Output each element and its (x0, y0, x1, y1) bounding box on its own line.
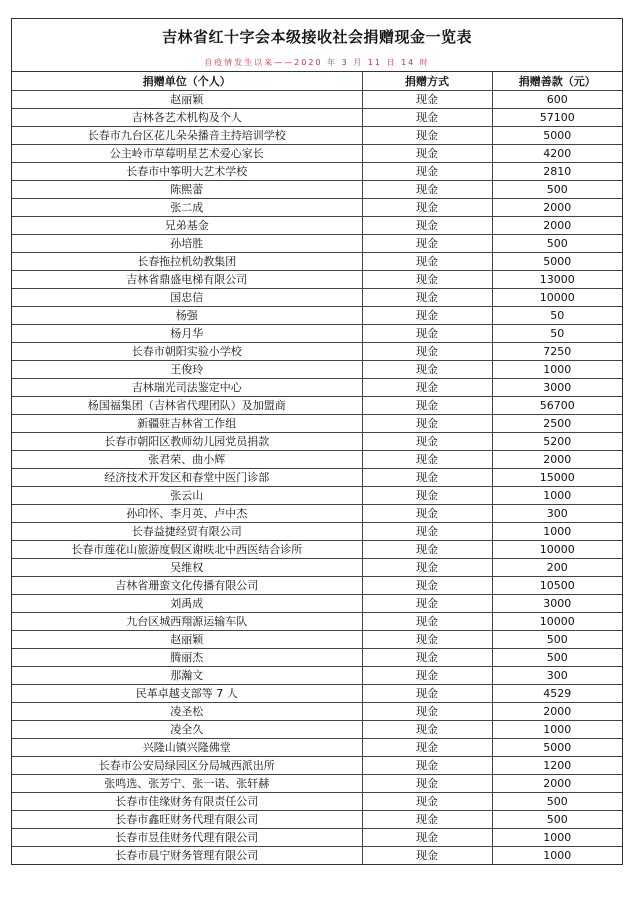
table-row (12, 199, 622, 217)
table-row (12, 469, 622, 487)
donor-cell: 凌全久 (12, 721, 362, 739)
donor-cell: 张君荣、曲小辉 (12, 451, 362, 469)
amount-cell: 2000 (492, 703, 622, 721)
donor-cell: 陈熙蕾 (12, 181, 362, 199)
donor-cell: 张鸣选、张芳宁、张一诺、张轩赫 (12, 775, 362, 793)
donor-cell: 张二成 (12, 199, 362, 217)
donor-cell: 长春市鑫旺财务代理有限公司 (12, 811, 362, 829)
method-cell: 现金 (362, 721, 492, 739)
amount-cell: 5200 (492, 433, 622, 451)
table-row (12, 433, 622, 451)
table-row (12, 613, 622, 631)
document-subtitle: 自疫情发生以来——2020 年 3 月 11 日 14 时 (12, 55, 622, 72)
donor-cell: 赵丽颖 (12, 631, 362, 649)
method-cell: 现金 (362, 757, 492, 775)
table-row (12, 217, 622, 235)
table-row (12, 415, 622, 433)
amount-cell: 56700 (492, 397, 622, 415)
donor-cell: 杨强 (12, 307, 362, 325)
amount-cell: 7250 (492, 343, 622, 361)
donor-cell: 长春市莲花山旅游度假区谢昳北中西医结合诊所 (12, 541, 362, 559)
method-cell: 现金 (362, 523, 492, 541)
table-row (12, 307, 622, 325)
table-row (12, 235, 622, 253)
table-row (12, 649, 622, 667)
donor-cell: 长春拖拉机幼教集团 (12, 253, 362, 271)
table-row (12, 811, 622, 829)
donor-cell: 吉林省鼎盛电梯有限公司 (12, 271, 362, 289)
amount-cell: 500 (492, 235, 622, 253)
donor-cell: 凌圣松 (12, 703, 362, 721)
donor-cell: 张云山 (12, 487, 362, 505)
method-cell: 现金 (362, 595, 492, 613)
donor-cell: 长春益捷经贸有限公司 (12, 523, 362, 541)
donor-cell: 吉林各艺术机构及个人 (12, 109, 362, 127)
donor-cell: 孙印怀、李月英、卢中杰 (12, 505, 362, 523)
amount-cell: 1000 (492, 523, 622, 541)
amount-cell: 10000 (492, 541, 622, 559)
amount-cell: 1000 (492, 721, 622, 739)
table-row (12, 289, 622, 307)
method-cell: 现金 (362, 649, 492, 667)
amount-cell: 500 (492, 811, 622, 829)
table-row (12, 145, 622, 163)
method-cell: 现金 (362, 775, 492, 793)
table-row (12, 163, 622, 181)
table-row (12, 397, 622, 415)
method-cell: 现金 (362, 739, 492, 757)
method-cell: 现金 (362, 667, 492, 685)
donor-cell: 新疆驻吉林省工作组 (12, 415, 362, 433)
amount-cell: 1000 (492, 487, 622, 505)
method-cell: 现金 (362, 217, 492, 235)
method-cell: 现金 (362, 847, 492, 865)
method-cell: 现金 (362, 577, 492, 595)
donor-cell: 吉林瑞光司法鉴定中心 (12, 379, 362, 397)
amount-cell: 500 (492, 649, 622, 667)
table-row (12, 181, 622, 199)
donor-cell: 刘禹成 (12, 595, 362, 613)
method-cell: 现金 (362, 451, 492, 469)
method-cell: 现金 (362, 91, 492, 109)
amount-cell: 10000 (492, 613, 622, 631)
table-row (12, 91, 622, 109)
donor-cell: 杨国福集团（吉林省代理团队）及加盟商 (12, 397, 362, 415)
donor-cell: 长春市朝阳区教师幼儿园党员捐款 (12, 433, 362, 451)
donation-table (12, 72, 622, 864)
method-cell: 现金 (362, 703, 492, 721)
method-cell: 现金 (362, 415, 492, 433)
table-row (12, 631, 622, 649)
donor-cell: 王俊玲 (12, 361, 362, 379)
table-row (12, 685, 622, 703)
table-row (12, 127, 622, 145)
donor-cell: 公主岭市草莓明星艺术爱心家长 (12, 145, 362, 163)
table-row (12, 559, 622, 577)
table-row (12, 523, 622, 541)
method-cell: 现金 (362, 271, 492, 289)
amount-cell: 500 (492, 181, 622, 199)
amount-cell: 1000 (492, 847, 622, 865)
donor-cell: 长春市晨宁财务管理有限公司 (12, 847, 362, 865)
table-row (12, 793, 622, 811)
method-cell: 现金 (362, 685, 492, 703)
donor-cell: 长春市公安局绿园区分局城西派出所 (12, 757, 362, 775)
amount-cell: 600 (492, 91, 622, 109)
method-cell: 现金 (362, 361, 492, 379)
table-row (12, 739, 622, 757)
amount-cell: 50 (492, 307, 622, 325)
amount-cell: 1200 (492, 757, 622, 775)
amount-cell: 10000 (492, 289, 622, 307)
amount-cell: 300 (492, 505, 622, 523)
amount-cell: 300 (492, 667, 622, 685)
method-cell: 现金 (362, 811, 492, 829)
amount-cell: 5000 (492, 253, 622, 271)
method-cell: 现金 (362, 199, 492, 217)
donor-cell: 长春市昱佳财务代理有限公司 (12, 829, 362, 847)
method-cell: 现金 (362, 829, 492, 847)
amount-cell: 2000 (492, 199, 622, 217)
amount-cell: 3000 (492, 595, 622, 613)
table-row (12, 379, 622, 397)
table-row (12, 451, 622, 469)
method-cell: 现金 (362, 793, 492, 811)
amount-cell: 4200 (492, 145, 622, 163)
amount-cell: 15000 (492, 469, 622, 487)
amount-cell: 57100 (492, 109, 622, 127)
amount-cell: 3000 (492, 379, 622, 397)
donor-cell: 吉林省珊蛮文化传播有限公司 (12, 577, 362, 595)
method-cell: 现金 (362, 505, 492, 523)
donor-cell: 民革卓越支部等 7 人 (12, 685, 362, 703)
donor-cell: 九台区城西翔源运输车队 (12, 613, 362, 631)
amount-cell: 2000 (492, 217, 622, 235)
donor-cell: 长春市佳缘财务有限责任公司 (12, 793, 362, 811)
method-cell: 现金 (362, 145, 492, 163)
method-cell: 现金 (362, 253, 492, 271)
method-cell: 现金 (362, 559, 492, 577)
amount-cell: 500 (492, 793, 622, 811)
amount-cell: 1000 (492, 361, 622, 379)
method-cell: 现金 (362, 397, 492, 415)
amount-cell: 2810 (492, 163, 622, 181)
donor-cell: 赵丽颖 (12, 91, 362, 109)
donation-document (11, 18, 623, 865)
table-row (12, 361, 622, 379)
table-row (12, 829, 622, 847)
table-row (12, 757, 622, 775)
table-row (12, 577, 622, 595)
table-header-row (12, 72, 622, 91)
table-row (12, 703, 622, 721)
amount-cell: 2500 (492, 415, 622, 433)
table-row (12, 847, 622, 865)
method-cell: 现金 (362, 235, 492, 253)
donor-cell: 经济技术开发区和春堂中医门诊部 (12, 469, 362, 487)
amount-cell: 13000 (492, 271, 622, 289)
donor-cell: 吴维权 (12, 559, 362, 577)
table-row (12, 595, 622, 613)
donor-cell: 杨月华 (12, 325, 362, 343)
method-cell: 现金 (362, 613, 492, 631)
table-body (12, 91, 622, 865)
method-cell: 现金 (362, 631, 492, 649)
amount-cell: 5000 (492, 739, 622, 757)
table-row (12, 667, 622, 685)
table-row (12, 325, 622, 343)
method-cell: 现金 (362, 307, 492, 325)
method-cell: 现金 (362, 181, 492, 199)
method-cell: 现金 (362, 379, 492, 397)
table-row (12, 775, 622, 793)
donor-cell: 那瀚文 (12, 667, 362, 685)
amount-cell: 500 (492, 631, 622, 649)
table-row (12, 541, 622, 559)
method-cell: 现金 (362, 487, 492, 505)
table-row (12, 109, 622, 127)
amount-cell: 2000 (492, 451, 622, 469)
amount-cell: 4529 (492, 685, 622, 703)
amount-cell: 50 (492, 325, 622, 343)
method-cell: 现金 (362, 343, 492, 361)
header-donor: 捐赠单位（个人） (12, 72, 362, 91)
method-cell: 现金 (362, 289, 492, 307)
method-cell: 现金 (362, 541, 492, 559)
method-cell: 现金 (362, 109, 492, 127)
table-row (12, 721, 622, 739)
donor-cell: 长春市中筝明大艺术学校 (12, 163, 362, 181)
method-cell: 现金 (362, 127, 492, 145)
document-title: 吉林省红十字会本级接收社会捐赠现金一览表 (161, 28, 472, 46)
table-row (12, 253, 622, 271)
method-cell: 现金 (362, 469, 492, 487)
donor-cell: 腾丽杰 (12, 649, 362, 667)
header-method: 捐赠方式 (362, 72, 492, 91)
table-row (12, 505, 622, 523)
method-cell: 现金 (362, 433, 492, 451)
table-row (12, 271, 622, 289)
header-amount: 捐赠善款（元） (492, 72, 622, 91)
donor-cell: 长春市朝阳实验小学校 (12, 343, 362, 361)
donor-cell: 长春市九台区花儿朵朵播音主持培训学校 (12, 127, 362, 145)
amount-cell: 5000 (492, 127, 622, 145)
table-row (12, 487, 622, 505)
donor-cell: 孙培胜 (12, 235, 362, 253)
table-row (12, 343, 622, 361)
amount-cell: 2000 (492, 775, 622, 793)
amount-cell: 1000 (492, 829, 622, 847)
amount-cell: 200 (492, 559, 622, 577)
donor-cell: 兄弟基金 (12, 217, 362, 235)
amount-cell: 10500 (492, 577, 622, 595)
method-cell: 现金 (362, 325, 492, 343)
donor-cell: 国忠信 (12, 289, 362, 307)
method-cell: 现金 (362, 163, 492, 181)
donor-cell: 兴隆山镇兴隆佛堂 (12, 739, 362, 757)
